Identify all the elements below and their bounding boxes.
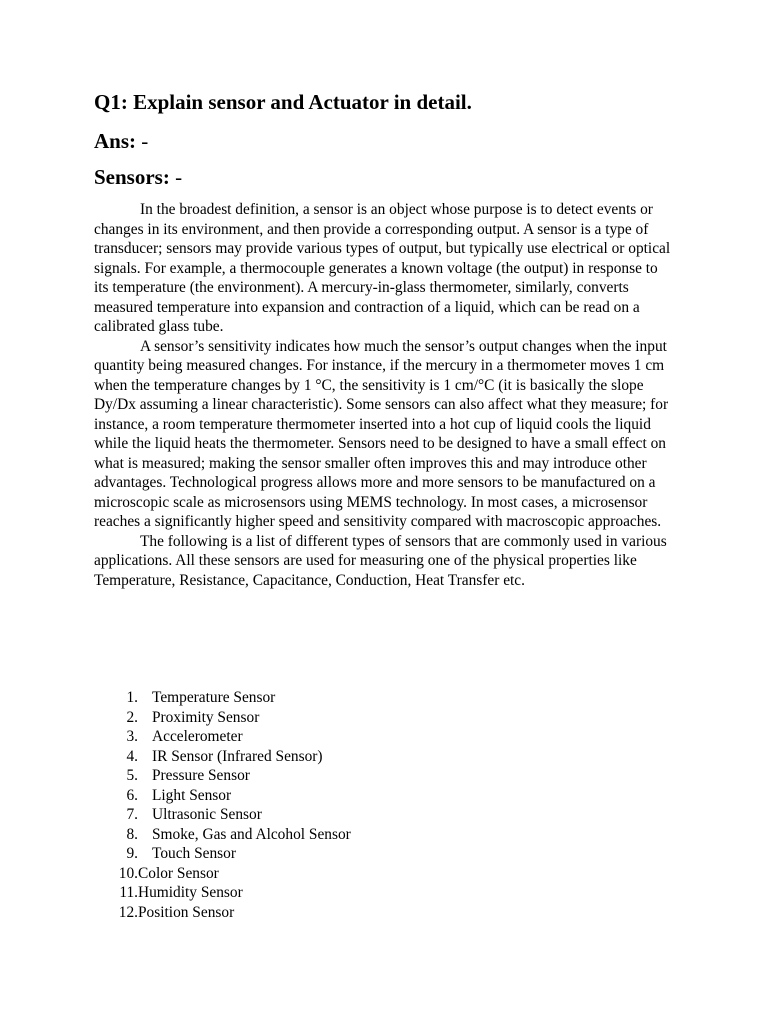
list-item [94,708,351,728]
list-item-number: 9. [126,845,138,862]
paragraph-list-intro: The following is a list of different types of sensors that are commonly used in various applications. All these sensors are used for measuring one of the physical properties like Temperature, Resistance, Capacitance, Conduction, Heat Transfer etc. [94,532,667,589]
list-item-label: Light Sensor [152,786,232,804]
list-item [94,903,351,923]
list-item-number: 2. [126,708,138,726]
list-item-number: 1. [126,689,138,706]
list-item [94,805,351,825]
list-item-number: 12. [118,903,138,921]
list-item [94,786,351,806]
list-item [94,825,351,845]
list-item-label: Smoke, Gas and Alcohol Sensor [152,825,351,843]
list-item [94,844,351,864]
list-item-label: Position Sensor [138,903,235,921]
body-text [94,200,676,590]
list-item [94,883,351,903]
paragraph-definition: In the broadest definition, a sensor is an object whose purpose is to detect events or changes in its environment, and then provide a corresponding output. A sensor is a type of transducer; sensors may provide various types of output, but typically use electrical or optical signals. For example, a thermocouple generates a known voltage (the output) in response to its temperature (the environment). A mercury-in-glass thermometer, similarly, converts measured temperature into expansion and contraction of a liquid, which can be read on a calibrated glass tube. [94,201,671,335]
list-item-label: Temperature Sensor [152,689,276,706]
list-item-label: Humidity Sensor [138,884,243,901]
sensors-dash: - [169,165,183,189]
answer-heading [94,129,148,153]
sensor-types-list [94,688,351,922]
answer-dash: - [136,129,149,153]
question-heading: Q1: Explain sensor and Actuator in detail. [94,90,472,114]
list-item-label: Accelerometer [152,728,243,745]
list-item-label: Ultrasonic Sensor [152,806,262,823]
list-item-label: Pressure Sensor [152,767,250,784]
list-item-number: 3. [126,728,138,745]
sensors-heading [94,165,182,189]
list-item-label: Color Sensor [138,864,219,882]
paragraph-sensitivity: A sensor’s sensitivity indicates how much the sensor’s output changes when the input quantity being measured changes. For instance, if the mercury in a thermometer moves 1 cm when the temperature changes by 1 °C, the sensitivity is 1 cm/°C (it is basically the slope Dy/Dx assuming a linear characteristic). Some sensors can also affect what they measure; for instance, a room temperature thermometer inserted into a hot cup of liquid cools the liquid while the liquid heats the thermometer. Sensors need to be designed to have a small effect on what is measured; making the sensor smaller often improves this and may introduce other advantages. Technological progress allows more and more sensors to be manufactured on a microscopic scale as microsensors using MEMS technology. In most cases, a microsensor reaches a significantly higher speed and sensitivity compared with macroscopic approaches. [94,337,669,530]
list-item [94,747,351,767]
list-item-number: 7. [126,806,138,823]
list-item-number: 5. [126,767,138,784]
list-item [94,727,351,747]
list-item-label: Touch Sensor [152,845,236,862]
list-item [94,688,351,708]
list-item-label: IR Sensor (Infrared Sensor) [152,747,323,765]
sensors-label: Sensors: [94,165,170,189]
list-item [94,864,351,884]
list-item-number: 10. [118,864,138,882]
list-item-number: 6. [126,786,138,804]
answer-label: Ans: [94,129,137,153]
list-item-number: 4. [126,747,138,765]
list-item-number: 8. [126,825,138,843]
list-item [94,766,351,786]
list-item-label: Proximity Sensor [152,708,260,726]
list-item-number: 11. [119,884,138,901]
